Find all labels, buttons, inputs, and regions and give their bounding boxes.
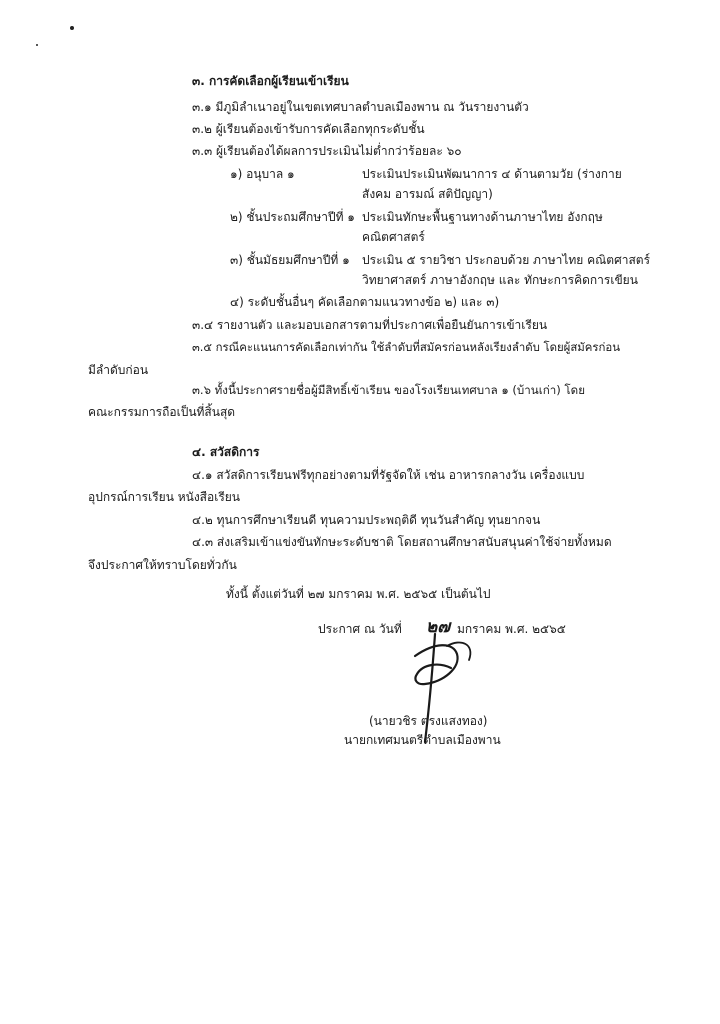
level-2-label: ๒) ชั้นประถมศึกษาปีที่ ๑ (230, 210, 355, 224)
section-3-item-3: ๓.๓ ผู้เรียนต้องได้ผลการประเมินไม่ต่ำกว่าร้อยละ ๖๐ (192, 144, 462, 158)
section-3-item-6: ๓.๖ ทั้งนี้ประกาศรายชื่อผู้มีสิทธิ์เข้าเรียน ของโรงเรียนเทศบาล ๑ (บ้านเก่า) โดย (192, 383, 585, 397)
section-4-item-1: ๔.๑ สวัสดิการเรียนฟรีทุกอย่างตามที่รัฐจัดให้ เช่น อาหารกลางวัน เครื่องแบบ (192, 468, 585, 482)
signer-title: นายกเทศมนตรีตำบลเมืองพาน (344, 733, 501, 747)
section-4-heading: ๔. สวัสดิการ (192, 445, 260, 459)
section-3-item-4: ๓.๔ รายงานตัว และมอบเอกสารตามที่ประกาศเพื่อยืนยันการเข้าเรียน (192, 318, 548, 332)
signer-name: (นายวชิร ตรงแสงทอง) (369, 714, 488, 728)
section-3-item-1: ๓.๑ มีภูมิลำเนาอยู่ในเขตเทศบาลตำบลเมืองพาน ณ วันรายงานตัว (192, 100, 529, 114)
level-2-desc-cont: คณิตศาสตร์ (362, 230, 425, 244)
announce-line: จึงประกาศให้ทราบโดยทั่วกัน (88, 558, 237, 572)
announce-date-rest: มกราคม พ.ศ. ๒๕๖๕ (457, 622, 566, 636)
section-3-item-5-cont: มีลำดับก่อน (88, 363, 149, 377)
announce-date-day: ๒๗ (426, 617, 450, 637)
announce-date-prefix: ประกาศ ณ วันที่ (318, 622, 402, 636)
level-3-desc-cont: วิทยาศาสตร์ ภาษาอังกฤษ และ ทักษะการคิดการเขียน (362, 273, 638, 287)
level-1-desc: ประเมินประเมินพัฒนาการ ๔ ด้านตามวัย (ร่างกาย (362, 167, 622, 181)
level-1-desc-cont: สังคม อารมณ์ สติปัญญา) (362, 187, 493, 201)
level-2-desc: ประเมินทักษะพื้นฐานทางด้านภาษาไทย อังกฤษ (362, 210, 603, 224)
scan-speck (36, 44, 38, 46)
section-3-item-5: ๓.๕ กรณีคะแนนการคัดเลือกเท่ากัน ใช้ลำดับที่สมัครก่อนหลังเรียงลำดับ โดยผู้สมัครก่อน (192, 340, 621, 354)
section-3-item-6-cont: คณะกรรมการถือเป็นที่สิ้นสุด (88, 405, 236, 419)
section-4-item-1-cont: อุปกรณ์การเรียน หนังสือเรียน (88, 490, 240, 504)
section-3-heading: ๓. การคัดเลือกผู้เรียนเข้าเรียน (192, 74, 349, 88)
level-3-desc: ประเมิน ๕ รายวิชา ประกอบด้วย ภาษาไทย คณิตศาสตร์ (362, 253, 651, 267)
section-4-item-2: ๔.๒ ทุนการศึกษาเรียนดี ทุนความประพฤติดี ทุนวันสำคัญ ทุนยากจน (192, 513, 541, 527)
level-4-label: ๔) ระดับชั้นอื่นๆ คัดเลือกตามแนวทางข้อ ๒) และ ๓) (230, 295, 500, 309)
section-3-item-2: ๓.๒ ผู้เรียนต้องเข้ารับการคัดเลือกทุกระดับชั้น (192, 122, 425, 136)
level-3-label: ๓) ชั้นมัธยมศึกษาปีที่ ๑ (230, 253, 350, 267)
section-4-item-3: ๔.๓ ส่งเสริมเข้าแข่งขันทักษะระดับชาติ โดยสถานศึกษาสนับสนุนค่าใช้จ่ายทั้งหมด (192, 535, 612, 549)
effective-date-line: ทั้งนี้ ตั้งแต่วันที่ ๒๗ มกราคม พ.ศ. ๒๕๖๕ เป็นต้นไป (226, 587, 491, 601)
scan-speck (70, 26, 74, 30)
level-1-label: ๑) อนุบาล ๑ (230, 167, 295, 181)
